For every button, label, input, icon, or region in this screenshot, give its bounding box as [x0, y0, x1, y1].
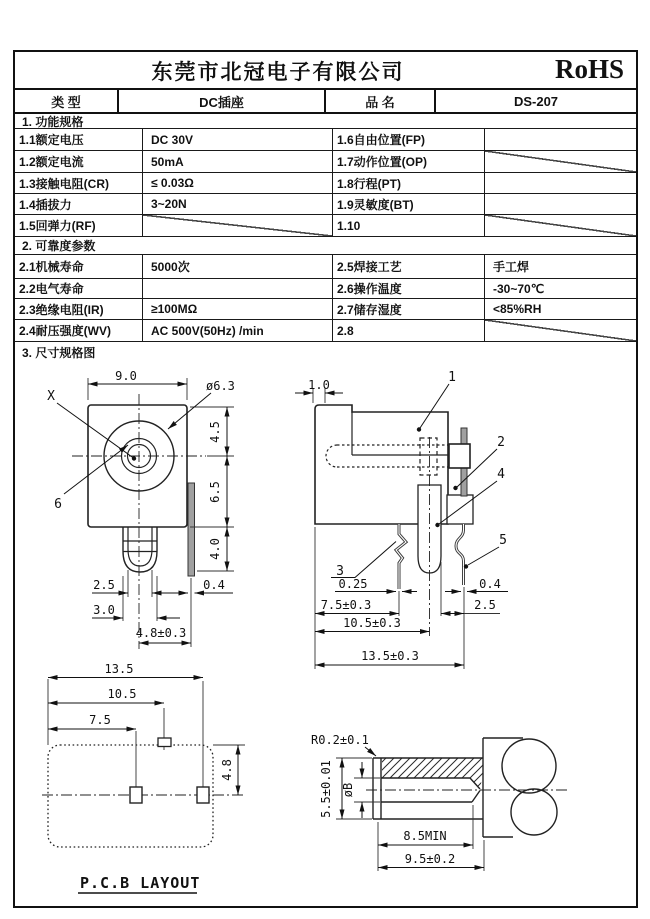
spec-label: 1.5回弹力(RF): [19, 219, 96, 233]
company-name: 东莞市北冠电子有限公司: [151, 61, 405, 84]
spec-label: 2.5焊接工艺: [332, 255, 484, 278]
dim-pin-outer: 3.0: [93, 603, 115, 617]
dim-pitch: 4.8±0.3: [135, 626, 187, 640]
hatched-wall: [382, 758, 483, 789]
dim-pcb-h: 4.8: [220, 759, 234, 781]
spec-label: 2.2电气寿命: [19, 282, 84, 296]
type-label: 类 型: [51, 94, 81, 110]
spec-value: 50mA: [142, 151, 332, 172]
pad-1: [130, 787, 142, 803]
dim-pcb-n: 7.5: [89, 713, 111, 727]
spec-label: 1.9灵敏度(BT): [332, 194, 484, 214]
dim-pitch-1: 7.5±0.3: [320, 598, 372, 612]
spec-label: 2.1机械寿命: [19, 260, 84, 274]
label-part-4: 4: [497, 467, 505, 482]
label-part-5: 5: [499, 533, 507, 548]
dim-depth: 8.5MIN: [403, 829, 447, 843]
dim-outer-dia: 5.5±0.01: [319, 760, 333, 818]
spec-label: 2.3绝缘电阻(IR): [19, 302, 104, 317]
dim-lip: 1.0: [308, 378, 330, 392]
dim-pin3-thickness: 0.25: [338, 577, 368, 591]
spec-value: 5000次: [142, 255, 332, 278]
section2-title: 2. 可靠度参数: [15, 237, 636, 255]
dim-h3: 4.0: [208, 538, 222, 560]
dim-overall: 13.5±0.3: [361, 649, 419, 663]
spec-label: 1.1额定电压: [19, 133, 84, 147]
spec-value: DC 30V: [142, 129, 332, 150]
spec-label: 2.4耐压强度(WV): [19, 324, 112, 338]
dim-pin5-thickness: 0.4: [479, 577, 501, 591]
spec-label: 2.8: [332, 320, 484, 341]
label-6: 6: [54, 497, 62, 512]
dim-gap: 2.5: [474, 598, 496, 612]
pcb-caption: P.C.B LAYOUT: [80, 874, 201, 892]
spec-label: 1.3接触电阻(CR): [19, 176, 110, 191]
label-x: X: [47, 389, 55, 404]
spec-value: 手工焊: [484, 255, 636, 278]
spec-label: 1.7动作位置(OP): [332, 151, 484, 172]
dim-pcb-w: 13.5: [104, 662, 134, 676]
plug-body-lobe-bottom: [511, 789, 557, 835]
spec-value: <85%RH: [484, 299, 636, 319]
rohs-badge: RoHS: [554, 54, 624, 84]
plug-body-lobe-top: [502, 739, 556, 793]
fig-plug-section: [311, 733, 568, 871]
dim-h2: 6.5: [208, 481, 222, 503]
label-part-1: 1: [448, 370, 456, 385]
dim-bore-dia: øB: [341, 782, 355, 798]
dim-h1: 4.5: [208, 421, 222, 443]
dim-side-pin: 0.4: [203, 578, 225, 592]
section3-title: 3. 尺寸规格图: [22, 345, 96, 360]
spec-label: 2.6操作温度: [332, 279, 484, 298]
product-name-label: 品 名: [324, 90, 434, 112]
spec-label: 1.2额定电流: [19, 155, 84, 169]
label-part-3: 3: [336, 564, 344, 579]
dim-diameter: ø6.3: [206, 379, 235, 393]
fig-pcb-layout: [42, 662, 245, 893]
dim-pitch-2: 10.5±0.3: [343, 616, 401, 630]
type-value: DC插座: [117, 90, 324, 112]
dim-pin-inner: 2.5: [93, 578, 115, 592]
dim-width: 9.0: [115, 369, 137, 383]
spec-value: -30~70℃: [484, 279, 636, 298]
spec-label: 1.6自由位置(FP): [332, 129, 484, 150]
pad-2: [197, 787, 209, 803]
fig-side-view: [295, 370, 508, 669]
side-terminal-front: [188, 483, 195, 576]
spec-label: 1.10: [332, 215, 484, 236]
dim-radius: R0.2±0.1: [311, 733, 369, 747]
spec-value: AC 500V(50Hz) /min: [142, 320, 332, 341]
dim-length: 9.5±0.2: [404, 852, 456, 866]
spec-label: 2.7储存湿度: [332, 299, 484, 319]
spec-value: ≤ 0.03Ω: [142, 173, 332, 193]
pad-3: [158, 738, 171, 747]
spec-value: 3~20N: [142, 194, 332, 214]
product-name-value: DS-207: [434, 90, 636, 112]
dim-pcb-m: 10.5: [107, 687, 137, 701]
spec-value: ≥100MΩ: [142, 299, 332, 319]
label-part-2: 2: [497, 435, 505, 450]
fig-front-view: [47, 369, 235, 649]
spec-label: 1.8行程(PT): [332, 173, 484, 193]
section1-title: 1. 功能规格: [15, 114, 636, 129]
terminal-2-head: [449, 444, 470, 468]
spec-label: 1.4插拔力: [19, 197, 72, 212]
